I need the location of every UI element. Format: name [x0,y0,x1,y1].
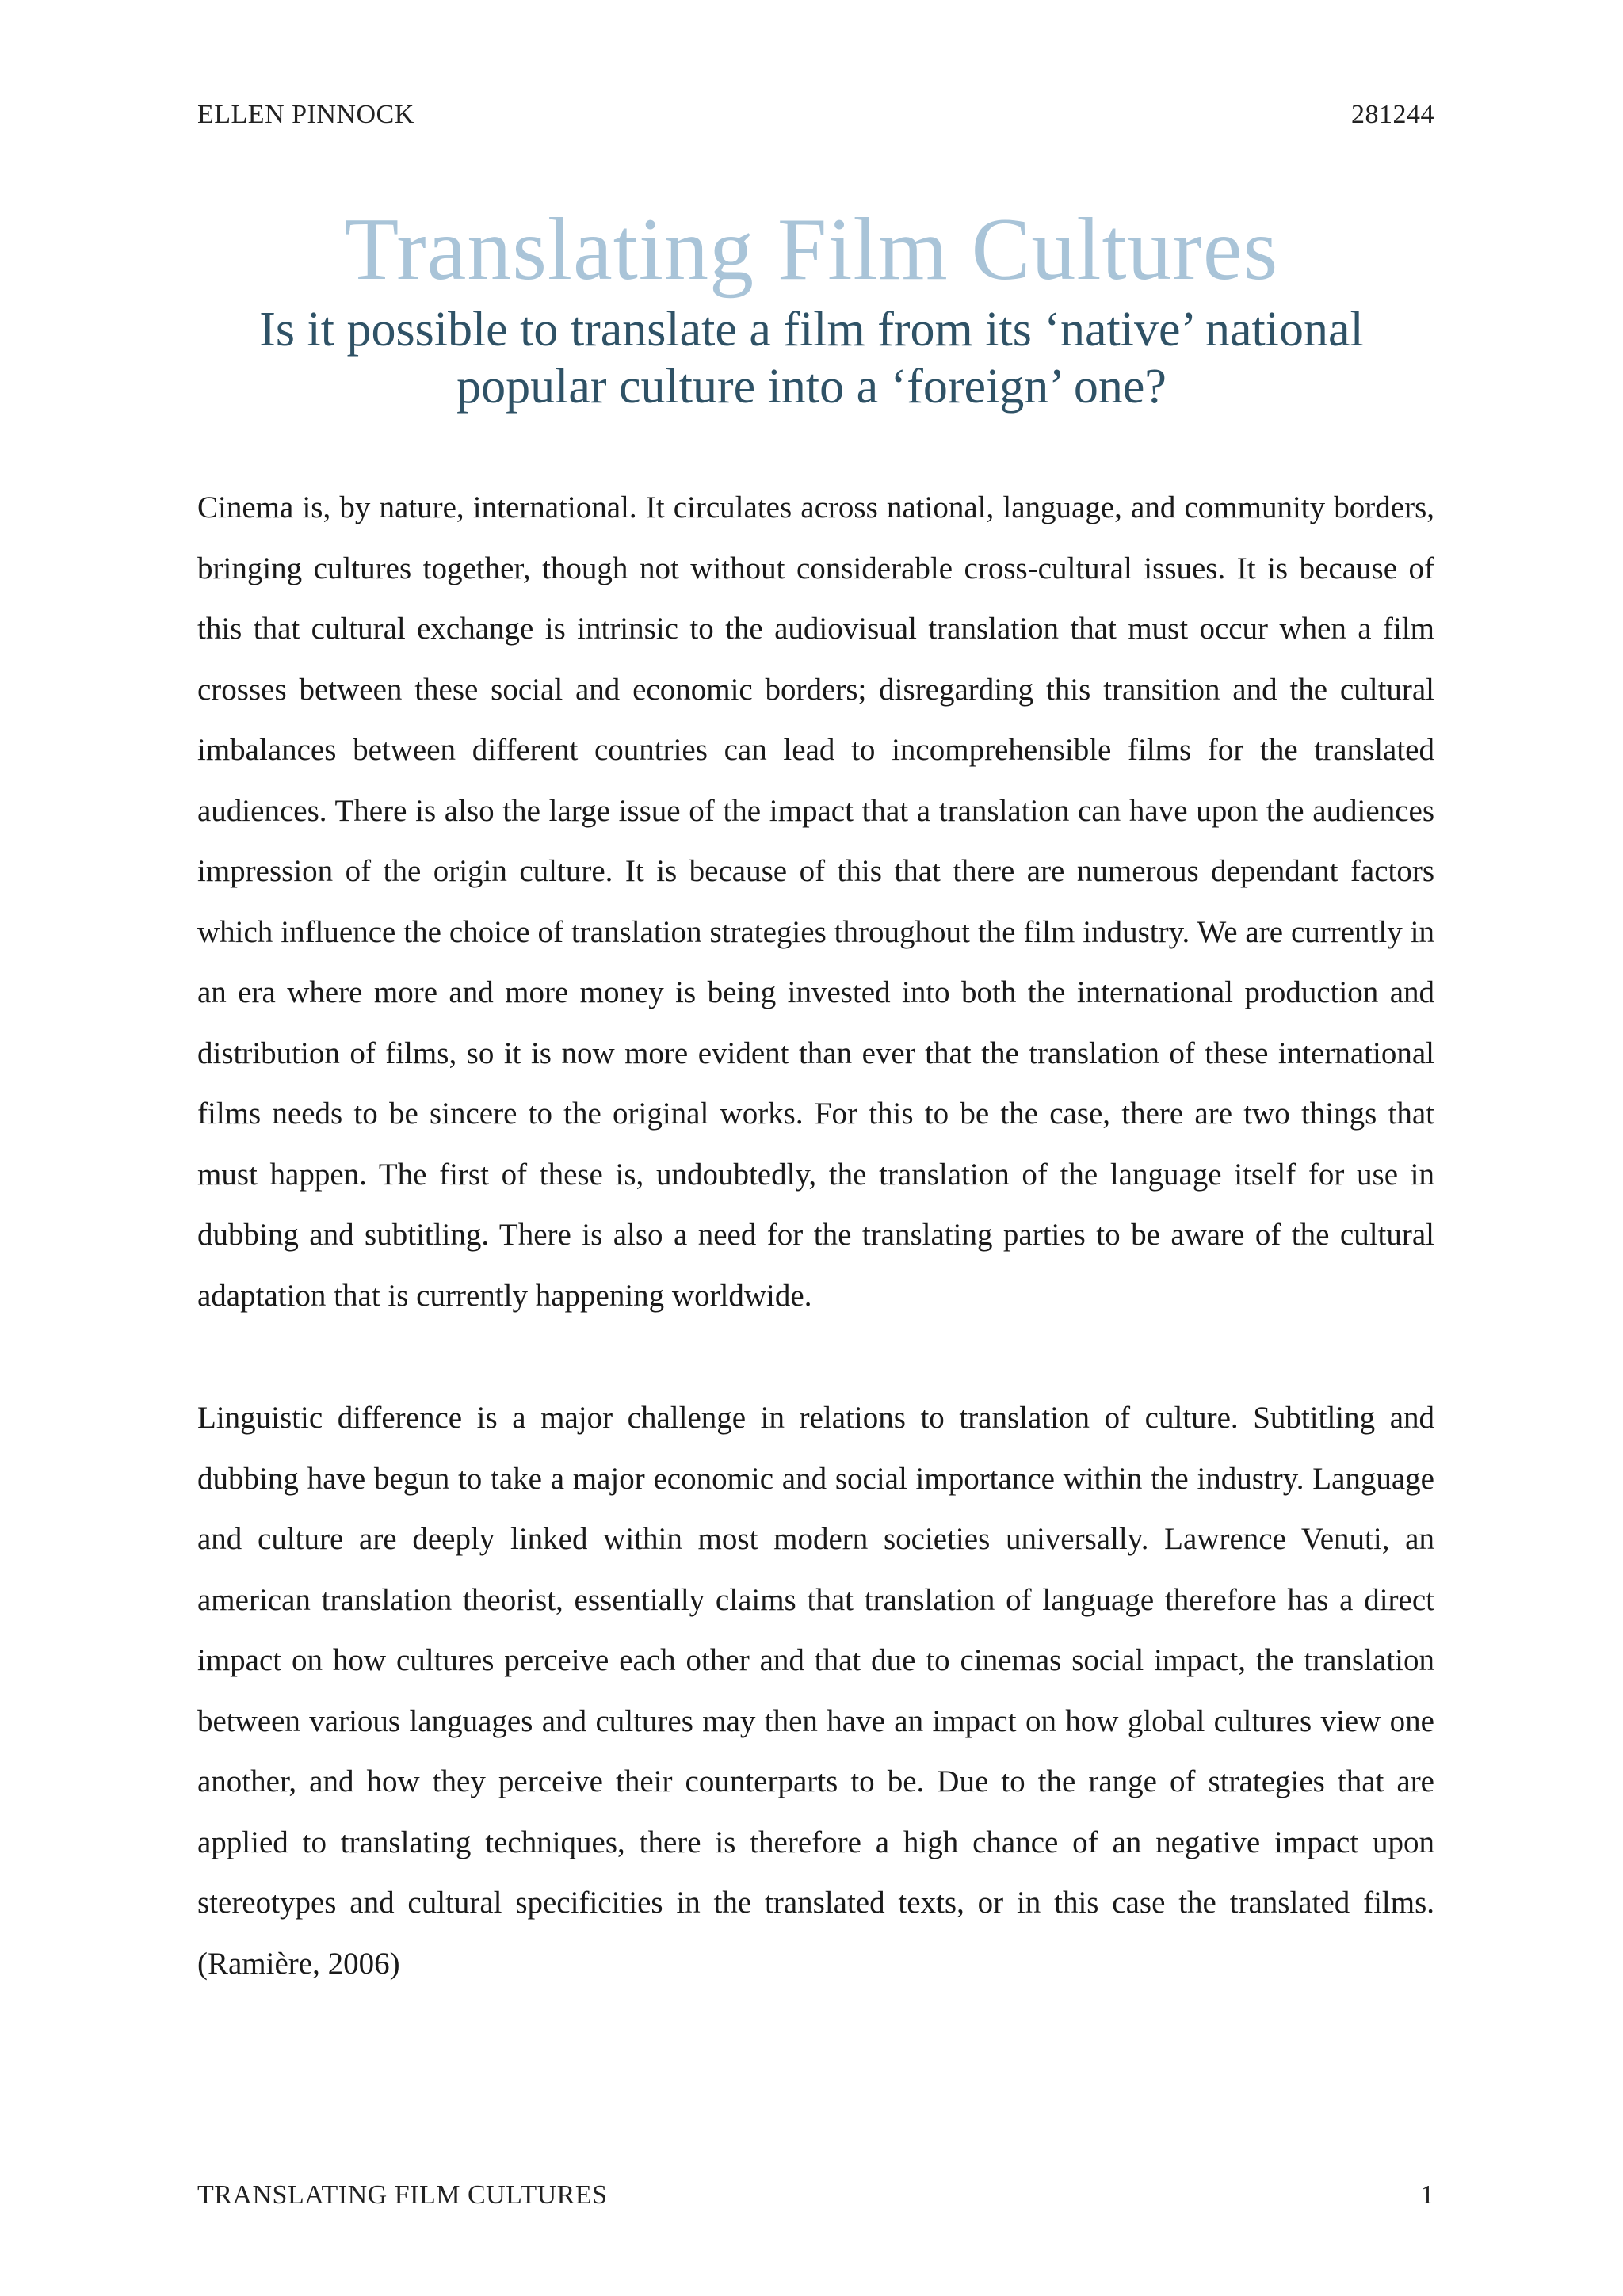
footer-page-number: 1 [1420,2180,1434,2210]
page-header [197,97,1434,133]
document-title: Translating Film Cultures [344,200,1279,299]
paragraph-2: Linguistic difference is a major challenge in relations to translation of culture. Subtitling and dubbing have begun to take a major economic and social importance within the industry. Language and culture are deeply linked within most modern societies universally. Lawrence Venuti, an american translation theorist, essentially claims that translation of language therefore has a direct impact on how cultures perceive each other and that due to cinemas social impact, the translation between various languages and cultures may then have an impact on how global cultures view one another, and how they perceive their counterparts to be. Due to the range of strategies that are applied to translating techniques, there is therefore a high chance of an negative impact upon stereotypes and cultural specificities in the translated texts, or in this case the translated films. (Ramière, 2006) [197,1401,1434,1981]
document-subtitle: Is it possible to translate a film from its ‘native’ national popular culture into a ‘foreign’ one? [259,303,1364,414]
header-student-id: 281244 [1351,100,1434,129]
footer-running-title: TRANSLATING FILM CULTURES [197,2180,608,2210]
title-block [190,198,1433,415]
body-text [197,478,1434,1994]
header-author: ELLEN PINNOCK [197,100,414,129]
paragraph-1: Cinema is, by nature, international. It circulates across national, language, and community borders, bringing cultures together, though not without considerable cross-cultural issues. It is because of this that cultural exchange is intrinsic to the audiovisual translation that must occur when a film crosses between these social and economic borders; disregarding this transition and the cultural imbalances between different countries can lead to incomprehensible films for the translated audiences. There is also the large issue of the impact that a translation can have upon the audiences impression of the origin culture. It is because of this that there are numerous dependant factors which influence the choice of translation strategies throughout the film industry. We are currently in an era where more and more money is being invested into both the international production and distribution of films, so it is now more evident than ever that the translation of these international films needs to be sincere to the original works. For this to be the case, there are two things that must happen. The first of these is, undoubtedly, the translation of the language itself for use in dubbing and subtitling. There is also a need for the translating parties to be aware of the cultural adaptation that is currently happening worldwide. [197,490,1434,1313]
page-footer [197,2177,1434,2214]
